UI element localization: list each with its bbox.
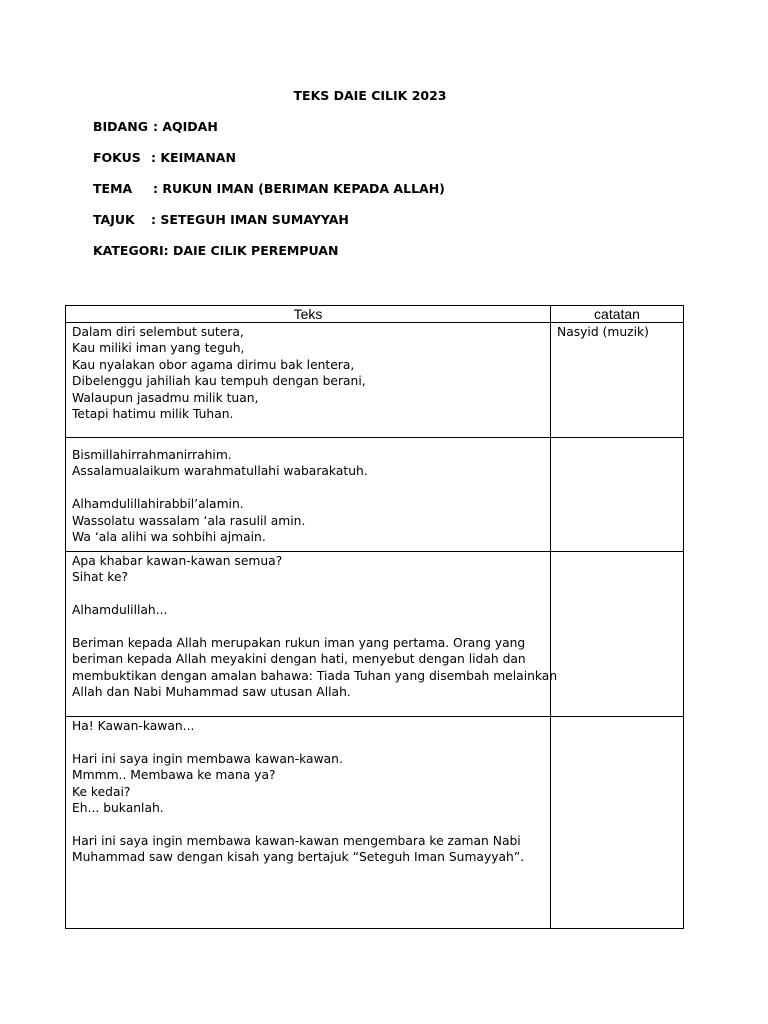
meta-bidang-label: BIDANG [93, 119, 148, 134]
header-teks: Teks [66, 306, 551, 323]
blank-line [72, 816, 544, 832]
text-line: Mmmm.. Membawa ke mana ya? [72, 768, 276, 783]
header-catatan: catatan [551, 306, 684, 323]
text-line: Bismillahirrahmanirrahim. [72, 448, 232, 462]
meta-tema [93, 181, 445, 196]
meta-tajuk-label: TAJUK [93, 212, 135, 227]
table-row [66, 552, 684, 717]
table-header-row [66, 306, 684, 323]
meta-tema-label: TEMA [93, 181, 133, 196]
document-title: TEKS DAIE CILIK 2023 [293, 88, 447, 103]
catatan-cell: Nasyid (muzik) [551, 323, 684, 438]
teks-cell [66, 552, 558, 717]
catatan-cell [551, 438, 684, 552]
meta-fokus-value: : KEIMANAN [151, 150, 236, 165]
text-line: Apa khabar kawan-kawan semua? [72, 554, 283, 568]
teks-cell [66, 717, 551, 929]
text-line: Beriman kepada Allah merupakan rukun iman yang pertama. Orang yang [72, 636, 526, 650]
blank-line [72, 619, 544, 635]
blank-line [72, 734, 544, 750]
text-line: beriman kepada Allah meyakini dengan hati, menyebut dengan lidah dan [72, 652, 526, 667]
text-line: Sihat ke? [72, 570, 129, 585]
text-line: Allah dan Nabi Muhammad saw utusan Allah. [72, 685, 351, 700]
table-row [66, 717, 684, 929]
catatan-cell [551, 717, 684, 929]
meta-fokus [93, 150, 236, 165]
text-line: Wa ‘ala alihi wa sohbihi ajmain. [72, 530, 266, 545]
text-line: Walaupun jasadmu milik tuan, [72, 390, 259, 405]
meta-bidang [93, 119, 218, 134]
text-line: Hari ini saya ingin membawa kawan-kawan mengembara ke zaman Nabi [72, 833, 521, 848]
text-line: Muhammad saw dengan kisah yang bertajuk “Seteguh Iman Sumayyah”. [72, 850, 525, 865]
text-line: Alhamdulillahirabbil’alamin. [72, 497, 244, 512]
text-line: Eh... bukanlah. [72, 801, 164, 816]
text-line: Kau nyalakan obor agama dirimu bak lentera, [72, 357, 355, 372]
text-line: membuktikan dengan amalan bahawa: Tiada Tuhan yang disembah melainkan [72, 668, 558, 683]
blank-line [72, 586, 544, 602]
script-table [65, 305, 684, 929]
table-row [66, 438, 684, 552]
text-line: Tetapi hatimu milik Tuhan. [72, 407, 234, 422]
table-row [66, 323, 684, 438]
meta-kategori: KATEGORI: DAIE CILIK PEREMPUAN [93, 243, 339, 258]
meta-tajuk-value: : SETEGUH IMAN SUMAYYAH [151, 212, 349, 227]
text-line: Assalamualaikum warahmatullahi wabarakatuh. [72, 464, 368, 479]
text-line: Ke kedai? [72, 784, 131, 799]
text-line: Kau miliki iman yang teguh, [72, 341, 245, 356]
meta-tajuk [93, 212, 349, 227]
meta-fokus-label: FOKUS [93, 150, 141, 165]
text-line: Ha! Kawan-kawan... [72, 719, 195, 733]
text-line: Dibelenggu jahiliah kau tempuh dengan berani, [72, 374, 366, 389]
meta-tema-value: : RUKUN IMAN (BERIMAN KEPADA ALLAH) [153, 181, 445, 196]
text-line: Wassolatu wassalam ‘ala rasulil amin. [72, 513, 306, 528]
blank-line [72, 439, 544, 447]
text-line: Alhamdulillah... [72, 603, 168, 618]
teks-cell [66, 438, 551, 552]
teks-cell [66, 323, 551, 438]
text-line: Hari ini saya ingin membawa kawan-kawan. [72, 751, 343, 766]
catatan-cell [551, 552, 684, 717]
text-line: Dalam diri selembut sutera, [72, 325, 244, 339]
meta-bidang-value: : AQIDAH [153, 119, 218, 134]
blank-line [72, 480, 544, 496]
